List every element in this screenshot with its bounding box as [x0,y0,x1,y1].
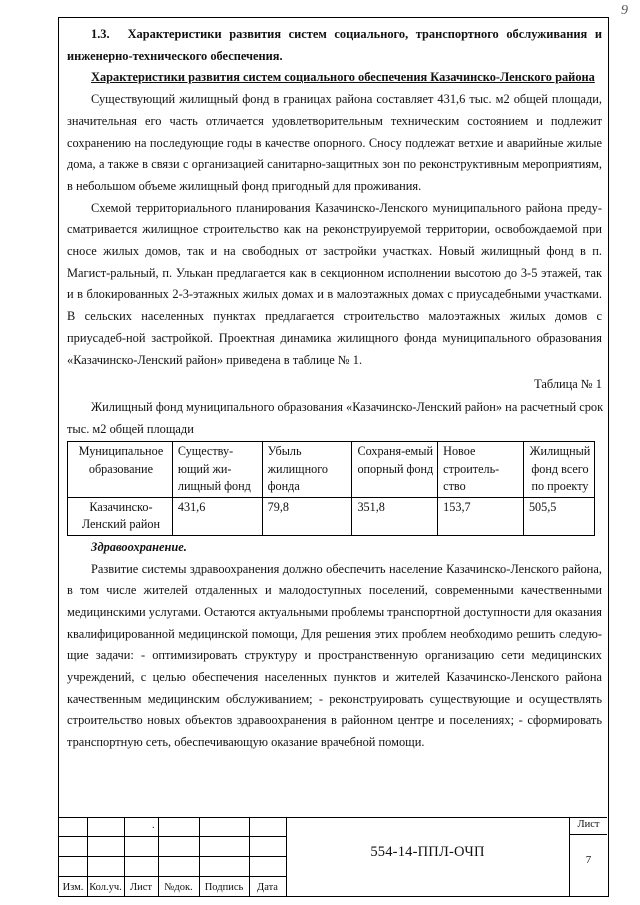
table-caption: Таблица № 1 [534,377,602,392]
sheet-divider [570,834,607,835]
table-header-cell: Существу-ющий жи-лищный фонд [172,442,262,498]
section-title: Характеристики развития систем социального, транспортного обслуживания и инженерно-технического обеспечения. [67,27,602,63]
stamp-label-change: Изм. [62,882,84,893]
title-block [59,817,607,896]
housing-table [67,441,595,536]
table-title: Жилищный фонд муниципального образования «Казачинско-Ленский район» на расчетный срок [91,399,604,414]
sheet-label: Лист [577,819,600,830]
table-header-cell: Новое строитель-ство [438,442,524,498]
stamp-label-signature: Подпись [204,882,244,893]
section-number: 1.3. [91,27,110,41]
table-header-row [68,442,595,498]
table-header-cell: Муниципальное образование [68,442,173,498]
page-frame [58,17,609,897]
table-cell: Казачинско-Ленский район [68,497,173,535]
section-heading [67,24,602,67]
sheet-number: 7 [585,854,592,866]
title-block-grid [59,818,286,896]
stamp-label-date: Дата [257,882,278,893]
sheet-box [569,818,607,896]
table-subtitle: тыс. м2 общей площади [67,421,194,436]
table-row [68,497,595,535]
table-cell: 505,5 [523,497,594,535]
stamp-label-sheet: Лист [130,882,152,893]
stamp-label-count: Кол.уч. [89,882,122,893]
stamp-dot: . [152,820,155,831]
table-cell: 431,6 [172,497,262,535]
document-number: 554-14-ППЛ-ОЧП [370,844,485,860]
grid-line [59,876,286,877]
table-header-cell: Убыль жилищного фонда [262,442,352,498]
stamp-label-docnum: №док. [164,882,193,893]
table-cell: 351,8 [352,497,438,535]
grid-line [59,856,286,857]
page-corner-number: 9 [621,3,628,18]
document-content [67,24,602,754]
paragraph-housing-plan: Схемой территориального планирования Казачинско-Ленского муниципального района преду-сматривается жилищное строительство как на реконструируемой территории, освобождаемой при сносе жилых домов, так и на свободных от застройки участках. Новый жилищный фонд в п. Магист-ральный, п. Улькан предлагается как в секционном исполнении высотою до 3-5 этажей, так и в блокированных 2-3-этажных жилых домах и в малоэтажных домах с приусадебными участками. В сельских населенных пунктах предлагается строительство малоэтажных жилых домов с приусадеб-ной застройкой. Проектная динамика жилищного фонда муниципального образования «Казачинско-Ленский район» приведена в таблице № 1. [67,200,602,367]
paragraph-health: Развитие системы здравоохранения должно обеспечить население Казачинско-Ленского района, в том числе жителей отдаленных и малодоступных поселений, современными качественными медицинскими услугами. Остаются актуальными проблемы транспортной доступности для оказания квалифицированной медицинской помощи, Для решения этих проблем необходимо решить следую-щие задачи: - оптимизировать структуру и пространственную организацию сети медицинских учреждений, с целью обеспечения населенных пунктов и жителей Казачинско-Ленского района качественным медицинским обслуживанием; - реконструировать существующие и осуществлять строительство новых объектов здравоохранения в районном центре и поселениях; - сформировать транспортную сеть, обеспечивающую оказание врачебной помощи. [67,561,602,750]
table-cell: 79,8 [262,497,352,535]
health-heading: Здравоохранение. [91,539,187,554]
grid-line [59,836,286,837]
table-header-cell: Сохраня-емый опорный фонд [352,442,438,498]
section-subtitle: Характеристики развития систем социального обеспечения Казачинско-Ленского района [91,70,595,85]
table-header-cell: Жилищный фонд всего по проекту [523,442,594,498]
paragraph-housing-stock: Существующий жилищный фонд в границах района составляет 431,6 тыс. м2 общей площади, значительная его часть отличается удовлетворительным техническим состоянием и подлежит сохранению на последующие годы в качестве опорного. Сносу подлежат ветхие и аварийные жилые дома, а также в связи с организацией санитарно-защитных зон по реконструктивным мероприятиям, в небольшом объеме жилищный фонд пригодный для проживания. [67,92,602,193]
table-cell: 153,7 [438,497,524,535]
